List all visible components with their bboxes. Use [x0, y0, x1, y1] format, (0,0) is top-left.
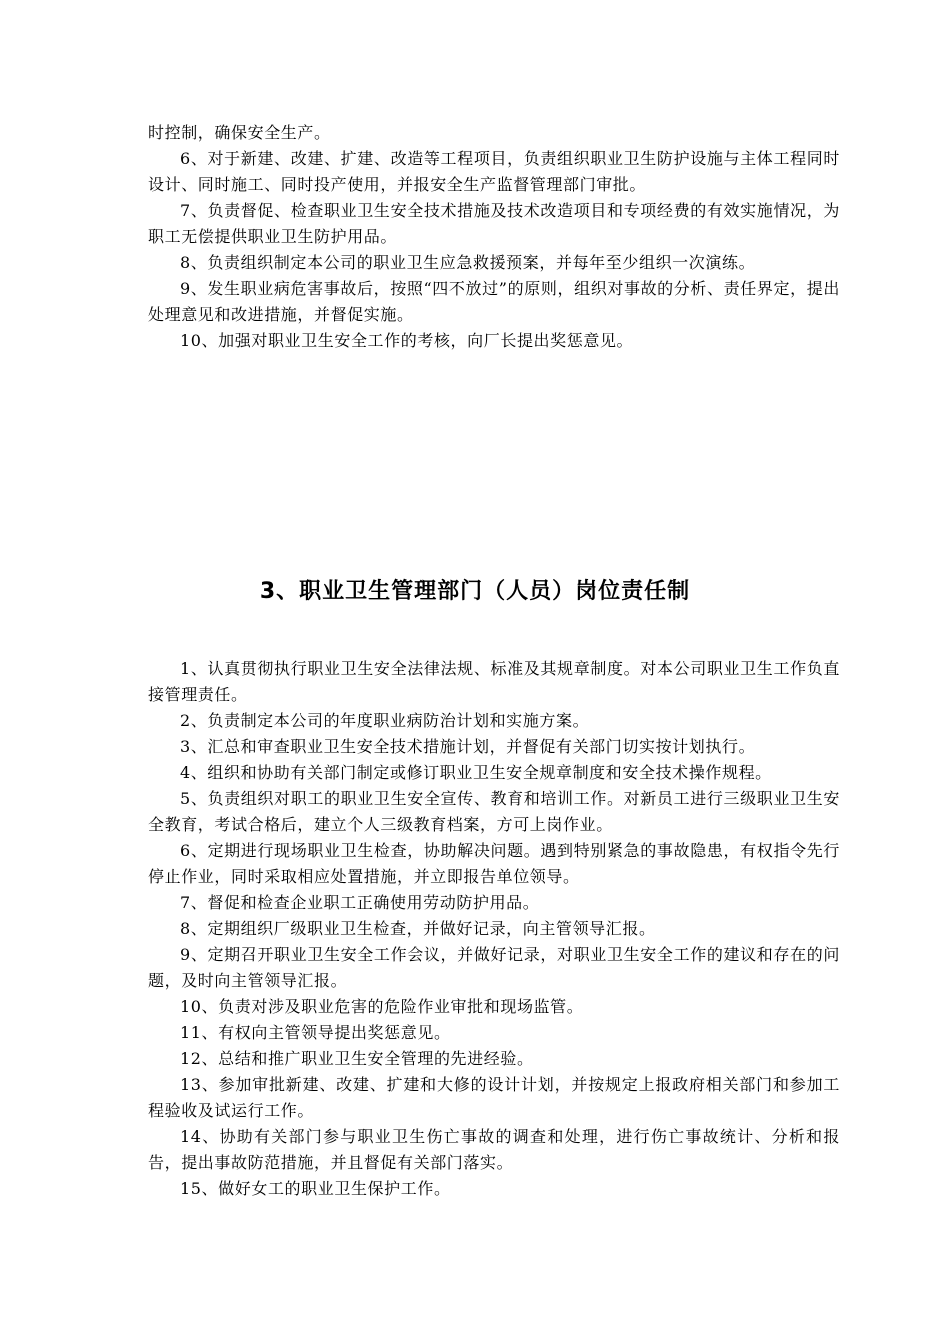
section-title: 3、职业卫生管理部门（人员）岗位责任制 — [259, 579, 691, 604]
paragraph-item-7: 7、负责督促、检查职业卫生安全技术措施及技术改造项目和专项经费的有效实施情况，为职工无偿提供职业卫生防护用品。 — [148, 201, 840, 246]
duty-item-2: 2、负责制定本公司的年度职业病防治计划和实施方案。 — [180, 711, 590, 730]
bottom-section — [148, 656, 840, 1202]
duty-item-10: 10、负责对涉及职业危害的危险作业审批和现场监管。 — [180, 997, 584, 1016]
paragraph-item-8: 8、负责组织制定本公司的职业卫生应急救援预案，并每年至少组织一次演练。 — [180, 253, 756, 272]
duty-item-3: 3、汇总和审查职业卫生安全技术措施计划，并督促有关部门切实按计划执行。 — [180, 737, 756, 756]
duty-item-7: 7、督促和检查企业职工正确使用劳动防护用品。 — [180, 893, 540, 912]
paragraph-item-10: 10、加强对职业卫生安全工作的考核，向厂长提出奖惩意见。 — [180, 331, 634, 350]
paragraph-item-6: 6、对于新建、改建、扩建、改造等工程项目，负责组织职业卫生防护设施与主体工程同时设计、同时施工、同时投产使用，并报安全生产监督管理部门审批。 — [148, 149, 840, 194]
duty-item-5: 5、负责组织对职工的职业卫生安全宣传、教育和培训工作。对新员工进行三级职业卫生安全教育，考试合格后，建立个人三级教育档案，方可上岗作业。 — [148, 789, 840, 834]
duty-item-15: 15、做好女工的职业卫生保护工作。 — [180, 1179, 451, 1198]
duty-item-1: 1、认真贯彻执行职业卫生安全法律法规、标准及其规章制度。对本公司职业卫生工作负直接管理责任。 — [148, 659, 840, 704]
paragraph-continuation: 时控制，确保安全生产。 — [148, 123, 331, 142]
duty-item-12: 12、总结和推广职业卫生安全管理的先进经验。 — [180, 1049, 534, 1068]
duty-item-6: 6、定期进行现场职业卫生检查，协助解决问题。遇到特别紧急的事故隐患，有权指令先行停止作业，同时采取相应处置措施，并立即报告单位领导。 — [148, 841, 840, 886]
duty-item-4: 4、组织和协助有关部门制定或修订职业卫生安全规章制度和安全技术操作规程。 — [180, 763, 772, 782]
duty-item-8: 8、定期组织厂级职业卫生检查，并做好记录，向主管领导汇报。 — [180, 919, 656, 938]
duty-item-13: 13、参加审批新建、改建、扩建和大修的设计计划，并按规定上报政府相关部门和参加工程验收及试运行工作。 — [148, 1075, 840, 1120]
duty-item-14: 14、协助有关部门参与职业卫生伤亡事故的调查和处理，进行伤亡事故统计、分析和报告，提出事故防范措施，并且督促有关部门落实。 — [148, 1127, 840, 1172]
paragraph-item-9: 9、发生职业病危害事故后，按照“四不放过”的原则，组织对事故的分析、责任界定，提出处理意见和改进措施，并督促实施。 — [148, 279, 840, 324]
duty-item-11: 11、有权向主管领导提出奖惩意见。 — [180, 1023, 451, 1042]
top-section — [148, 120, 840, 354]
duty-item-9: 9、定期召开职业卫生安全工作会议，并做好记录，对职业卫生安全工作的建议和存在的问题，及时向主管领导汇报。 — [148, 945, 840, 990]
